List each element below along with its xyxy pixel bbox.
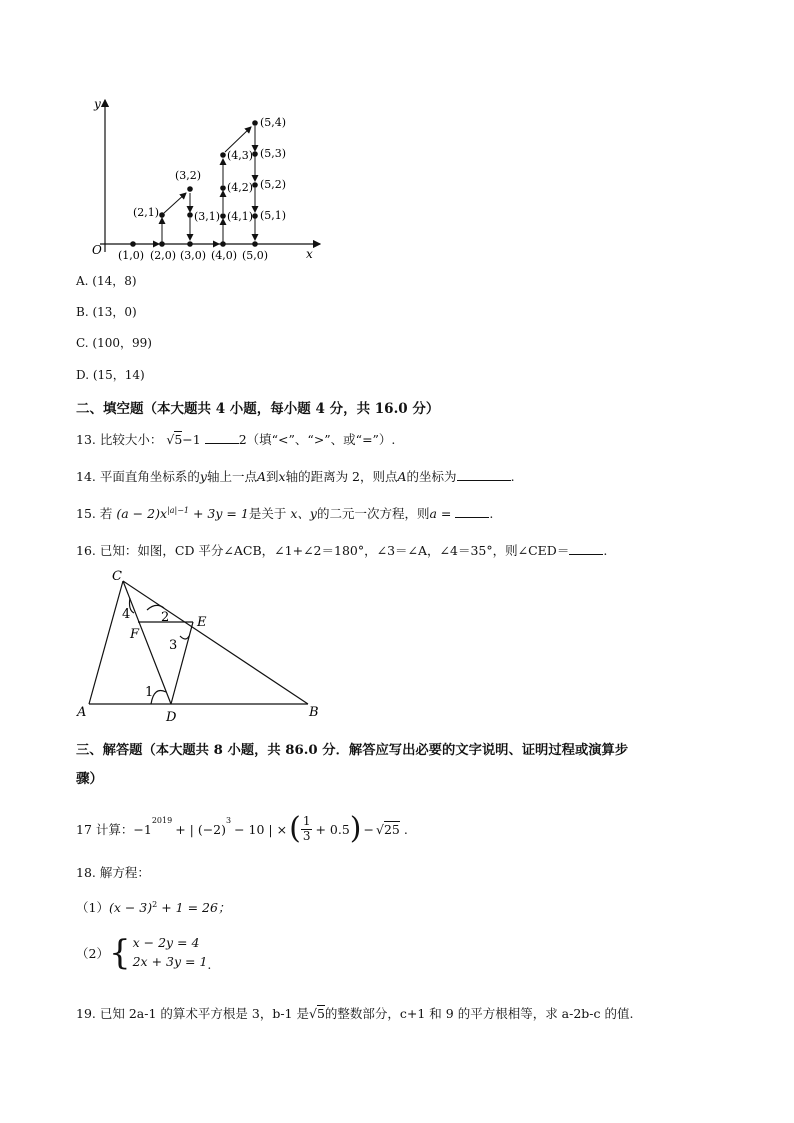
answer-blank	[569, 542, 603, 555]
q14-text: 的坐标为	[406, 469, 457, 484]
right-paren: )	[349, 811, 362, 846]
question-number: 13.	[76, 432, 96, 447]
point	[187, 186, 193, 192]
section-2-heading: 二、填空题（本大题共 4 小题，每小题 4 分，共 16.0 分）	[76, 401, 440, 417]
sqrt-symbol: √25	[376, 821, 400, 837]
origin-label: O	[92, 243, 102, 257]
q15-end: .	[489, 506, 494, 521]
point	[220, 185, 226, 191]
point-label: (4,3)	[227, 149, 254, 162]
brace: {	[108, 932, 131, 973]
point	[187, 212, 193, 218]
y-axis-label: y	[94, 97, 101, 111]
q15-a-eq: a =	[429, 506, 452, 521]
q14-var: A	[256, 469, 266, 484]
question-number: 19.	[76, 1006, 96, 1021]
question-suffix: （填“<”、“>”、或“=”）.	[246, 432, 396, 447]
point	[159, 241, 165, 247]
angle-label-3: 3	[169, 638, 178, 653]
lattice-diagram	[80, 92, 330, 262]
q16-text: 已知：如图，CD 平分∠ACB，∠1+∠2＝180°，∠3＝∠A，∠4＝35°，则∠CED＝	[99, 543, 570, 558]
q17-exp: 3	[226, 816, 232, 825]
fraction	[301, 815, 313, 842]
question-16	[76, 541, 607, 559]
x-axis-label: x	[306, 247, 313, 261]
answer-blank	[457, 468, 511, 481]
option-b: B. (13，0)	[76, 305, 137, 319]
point	[220, 152, 226, 158]
label-b: B	[309, 705, 319, 720]
q14-text: 轴上一点	[206, 469, 257, 484]
q14-text: 平面直角坐标系的	[99, 469, 200, 484]
q18-expr: (x − 3)	[108, 900, 153, 915]
question-number: 14.	[76, 469, 96, 484]
option-a: A. (14，8)	[76, 274, 137, 288]
option-c: C. (100，99)	[76, 336, 152, 350]
part-label: （1）	[76, 900, 109, 915]
part-label: （2）	[76, 945, 109, 961]
answer-blank	[455, 505, 489, 518]
equation-2: 2x + 3y = 1	[132, 953, 208, 969]
q17-term: + 0.5	[315, 821, 350, 837]
point-label: (3,2)	[175, 169, 202, 182]
sqrt-arg: 5	[316, 1006, 325, 1021]
q18-exp: 2	[152, 899, 158, 909]
point-label: (4,1)	[227, 210, 254, 223]
label-d: D	[166, 710, 177, 725]
segment-ed	[171, 622, 193, 704]
q15-var: x	[159, 506, 168, 521]
point-label: (5,4)	[260, 116, 287, 129]
point	[252, 241, 258, 247]
point-label: (1,0)	[118, 249, 145, 262]
left-paren: (	[289, 811, 301, 846]
question-18-part-1	[76, 898, 230, 916]
point-label: (5,0)	[242, 249, 269, 262]
angle-label-4: 4	[122, 607, 131, 622]
q15-vars: x、y	[290, 506, 317, 521]
point	[187, 241, 193, 247]
question-13	[76, 430, 395, 448]
segment-ca	[89, 581, 123, 704]
question-prefix: 比较大小：	[99, 432, 163, 447]
sqrt-symbol: √5	[308, 1006, 325, 1021]
triangle-figure	[72, 566, 332, 726]
point-label: (2,1)	[133, 206, 160, 219]
point	[159, 212, 165, 218]
point-label: (5,2)	[260, 178, 287, 191]
question-number: 17	[76, 821, 92, 837]
option-d: D. (15，14)	[76, 368, 145, 382]
point	[252, 120, 258, 126]
label-f: F	[130, 627, 140, 642]
label-c: C	[112, 569, 122, 584]
q17-term: − 10 | ×	[234, 821, 288, 837]
q15-expr: (a − 2)	[116, 506, 160, 521]
point-label: (3,1)	[194, 210, 221, 223]
q17-end: .	[403, 821, 408, 837]
angle-label-2: 2	[161, 610, 170, 625]
answer-blank	[205, 431, 239, 444]
question-18-part-2	[76, 934, 211, 972]
point-label: (4,2)	[227, 181, 254, 194]
sqrt-arg: 25	[383, 821, 400, 837]
q17-prefix: 计算：	[95, 822, 134, 837]
question-number: 16.	[76, 543, 96, 558]
label-e: E	[197, 615, 207, 630]
angle-arc-3	[180, 636, 189, 639]
section-3-heading-line2: 骤）	[76, 771, 103, 787]
q14-text: 轴的距离为 2，则点	[285, 469, 398, 484]
rhs-value: 2	[238, 432, 247, 447]
q14-var: y	[199, 469, 207, 484]
question-number: 15.	[76, 506, 96, 521]
q15-exponent: |a|−1	[167, 505, 189, 515]
q19-text: 已知 2a-1 的算术平方根是 3，b-1 是	[99, 1006, 309, 1021]
section-3-heading-line1: 三、解答题（本大题共 8 小题，共 86.0 分．解答应写出必要的文字说明、证明过程或演算步	[76, 743, 629, 758]
q14-end: .	[510, 469, 515, 484]
equation-system	[133, 934, 208, 972]
angle-label-1: 1	[145, 685, 154, 700]
q17-exp: 2019	[151, 816, 173, 825]
q17-term: −	[363, 821, 374, 837]
q15-text: 是关于	[248, 506, 287, 521]
point-label: (4,0)	[211, 249, 238, 262]
question-17	[76, 812, 408, 846]
q15-text: 若	[99, 506, 113, 521]
equation-1: x − 2y = 4	[132, 935, 200, 950]
q18-end: .	[207, 956, 212, 972]
sqrt-symbol: √5	[166, 432, 183, 447]
q14-var: A	[397, 469, 407, 484]
q17-term: −1	[133, 821, 152, 837]
q18-expr: + 1 = 26；	[161, 900, 231, 915]
point	[220, 213, 226, 219]
point-label: (3,0)	[180, 249, 207, 262]
question-14	[76, 467, 515, 485]
question-15	[76, 504, 493, 522]
label-a: A	[77, 705, 87, 720]
expr-tail: −1	[182, 432, 201, 447]
point-label: (2,0)	[150, 249, 177, 262]
q15-text: 的二元一次方程，则	[316, 506, 430, 521]
q14-var: x	[278, 469, 286, 484]
point-label: (5,1)	[260, 209, 287, 222]
q19-text: 的整数部分，c+1 和 9 的平方根相等，求 a-2b-c 的值.	[324, 1006, 634, 1021]
frac-numerator: 1	[302, 814, 311, 829]
q16-end: .	[603, 543, 608, 558]
point	[220, 241, 226, 247]
q18-title: 解方程：	[99, 865, 150, 880]
question-18	[76, 863, 150, 881]
q15-expr: + 3y = 1	[192, 506, 249, 521]
frac-denominator: 3	[302, 828, 311, 843]
q17-term: + | (−2)	[175, 821, 227, 837]
point-label: (5,3)	[260, 147, 287, 160]
question-number: 18.	[76, 865, 96, 880]
point	[130, 241, 136, 247]
question-19	[76, 1004, 633, 1022]
q14-text: 到	[266, 469, 279, 484]
